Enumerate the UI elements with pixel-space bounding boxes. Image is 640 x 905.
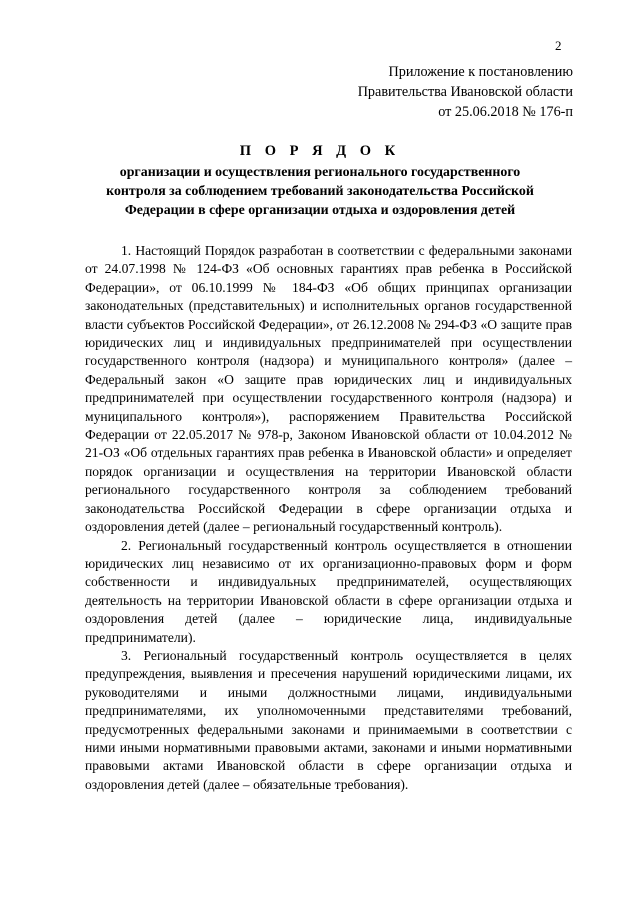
paragraph: 2. Региональный государственный контроль осуществляется в отношении юридических лиц независимо от их организационно-правовых форм и форм собственности и индивидуальных предпринимателей, осуществляющих деятельность на территории Ивановской области в сфере организации отдыха и оздоровления детей (далее – юридические лица, индивидуальные предприниматели). bbox=[85, 537, 572, 645]
page-number: 2 bbox=[555, 38, 562, 53]
document-title: П О Р Я Д О К bbox=[239, 143, 401, 159]
document-body bbox=[85, 242, 572, 794]
document-subtitle: организации и осуществления регионального государственного контроля за соблюдением требований законодательства Российской Федерации в сфере организации отдыха и оздоровления детей bbox=[106, 165, 534, 219]
paragraph: 3. Региональный государственный контроль осуществляется в целях предупреждения, выявления и пресечения нарушений юридическими лицами, их руководителями и иными должностными лицами, индивидуальными предпринимателями, их уполномоченными представителями требований, предусмотренных федеральными законами и принимаемыми в соответствии с ними иными нормативными правовыми актами, законами и иными нормативными правовыми актами Ивановской области в сфере организации отдыха и оздоровления детей (далее – обязательные требования). bbox=[85, 647, 572, 792]
appendix-line: от 25.06.2018 № 176-п bbox=[438, 104, 573, 120]
appendix-line: Правительства Ивановской области bbox=[357, 84, 573, 100]
appendix-block bbox=[313, 62, 573, 122]
paragraph: 1. Настоящий Порядок разработан в соответствии с федеральными законами от 24.07.1998 № 124-ФЗ «Об основных гарантиях прав ребенка в Российской Федерации», от 06.10.1999 № 184-ФЗ «Об общих принципах организации законодательных (представительных) и исполнительных органов государственной власти субъектов Российской Федерации», от 26.12.2008 № 294-ФЗ «О защите прав юридических лиц и индивидуальных предпринимателей при осуществлении государственного контроля (надзора) и муниципального контроля» (далее – Федеральный закон «О защите прав юридических лиц и индивидуальных предпринимателей при осуществлении государственного контроля (надзора) и муниципального контроля»), распоряжением Правительства Российской Федерации от 22.05.2017 № 978-р, Законом Ивановской области от 10.04.2012 № 21-ОЗ «Об отдельных гарантиях прав ребенка в Ивановской области» и определяет порядок организации и осуществления на территории Ивановской области регионального государственного контроля за соблюдением требований законодательства Российской Федерации в сфере организации отдыха и оздоровления детей (далее – региональный государственный контроль). bbox=[85, 243, 572, 535]
appendix-line: Приложение к постановлению bbox=[388, 64, 573, 80]
